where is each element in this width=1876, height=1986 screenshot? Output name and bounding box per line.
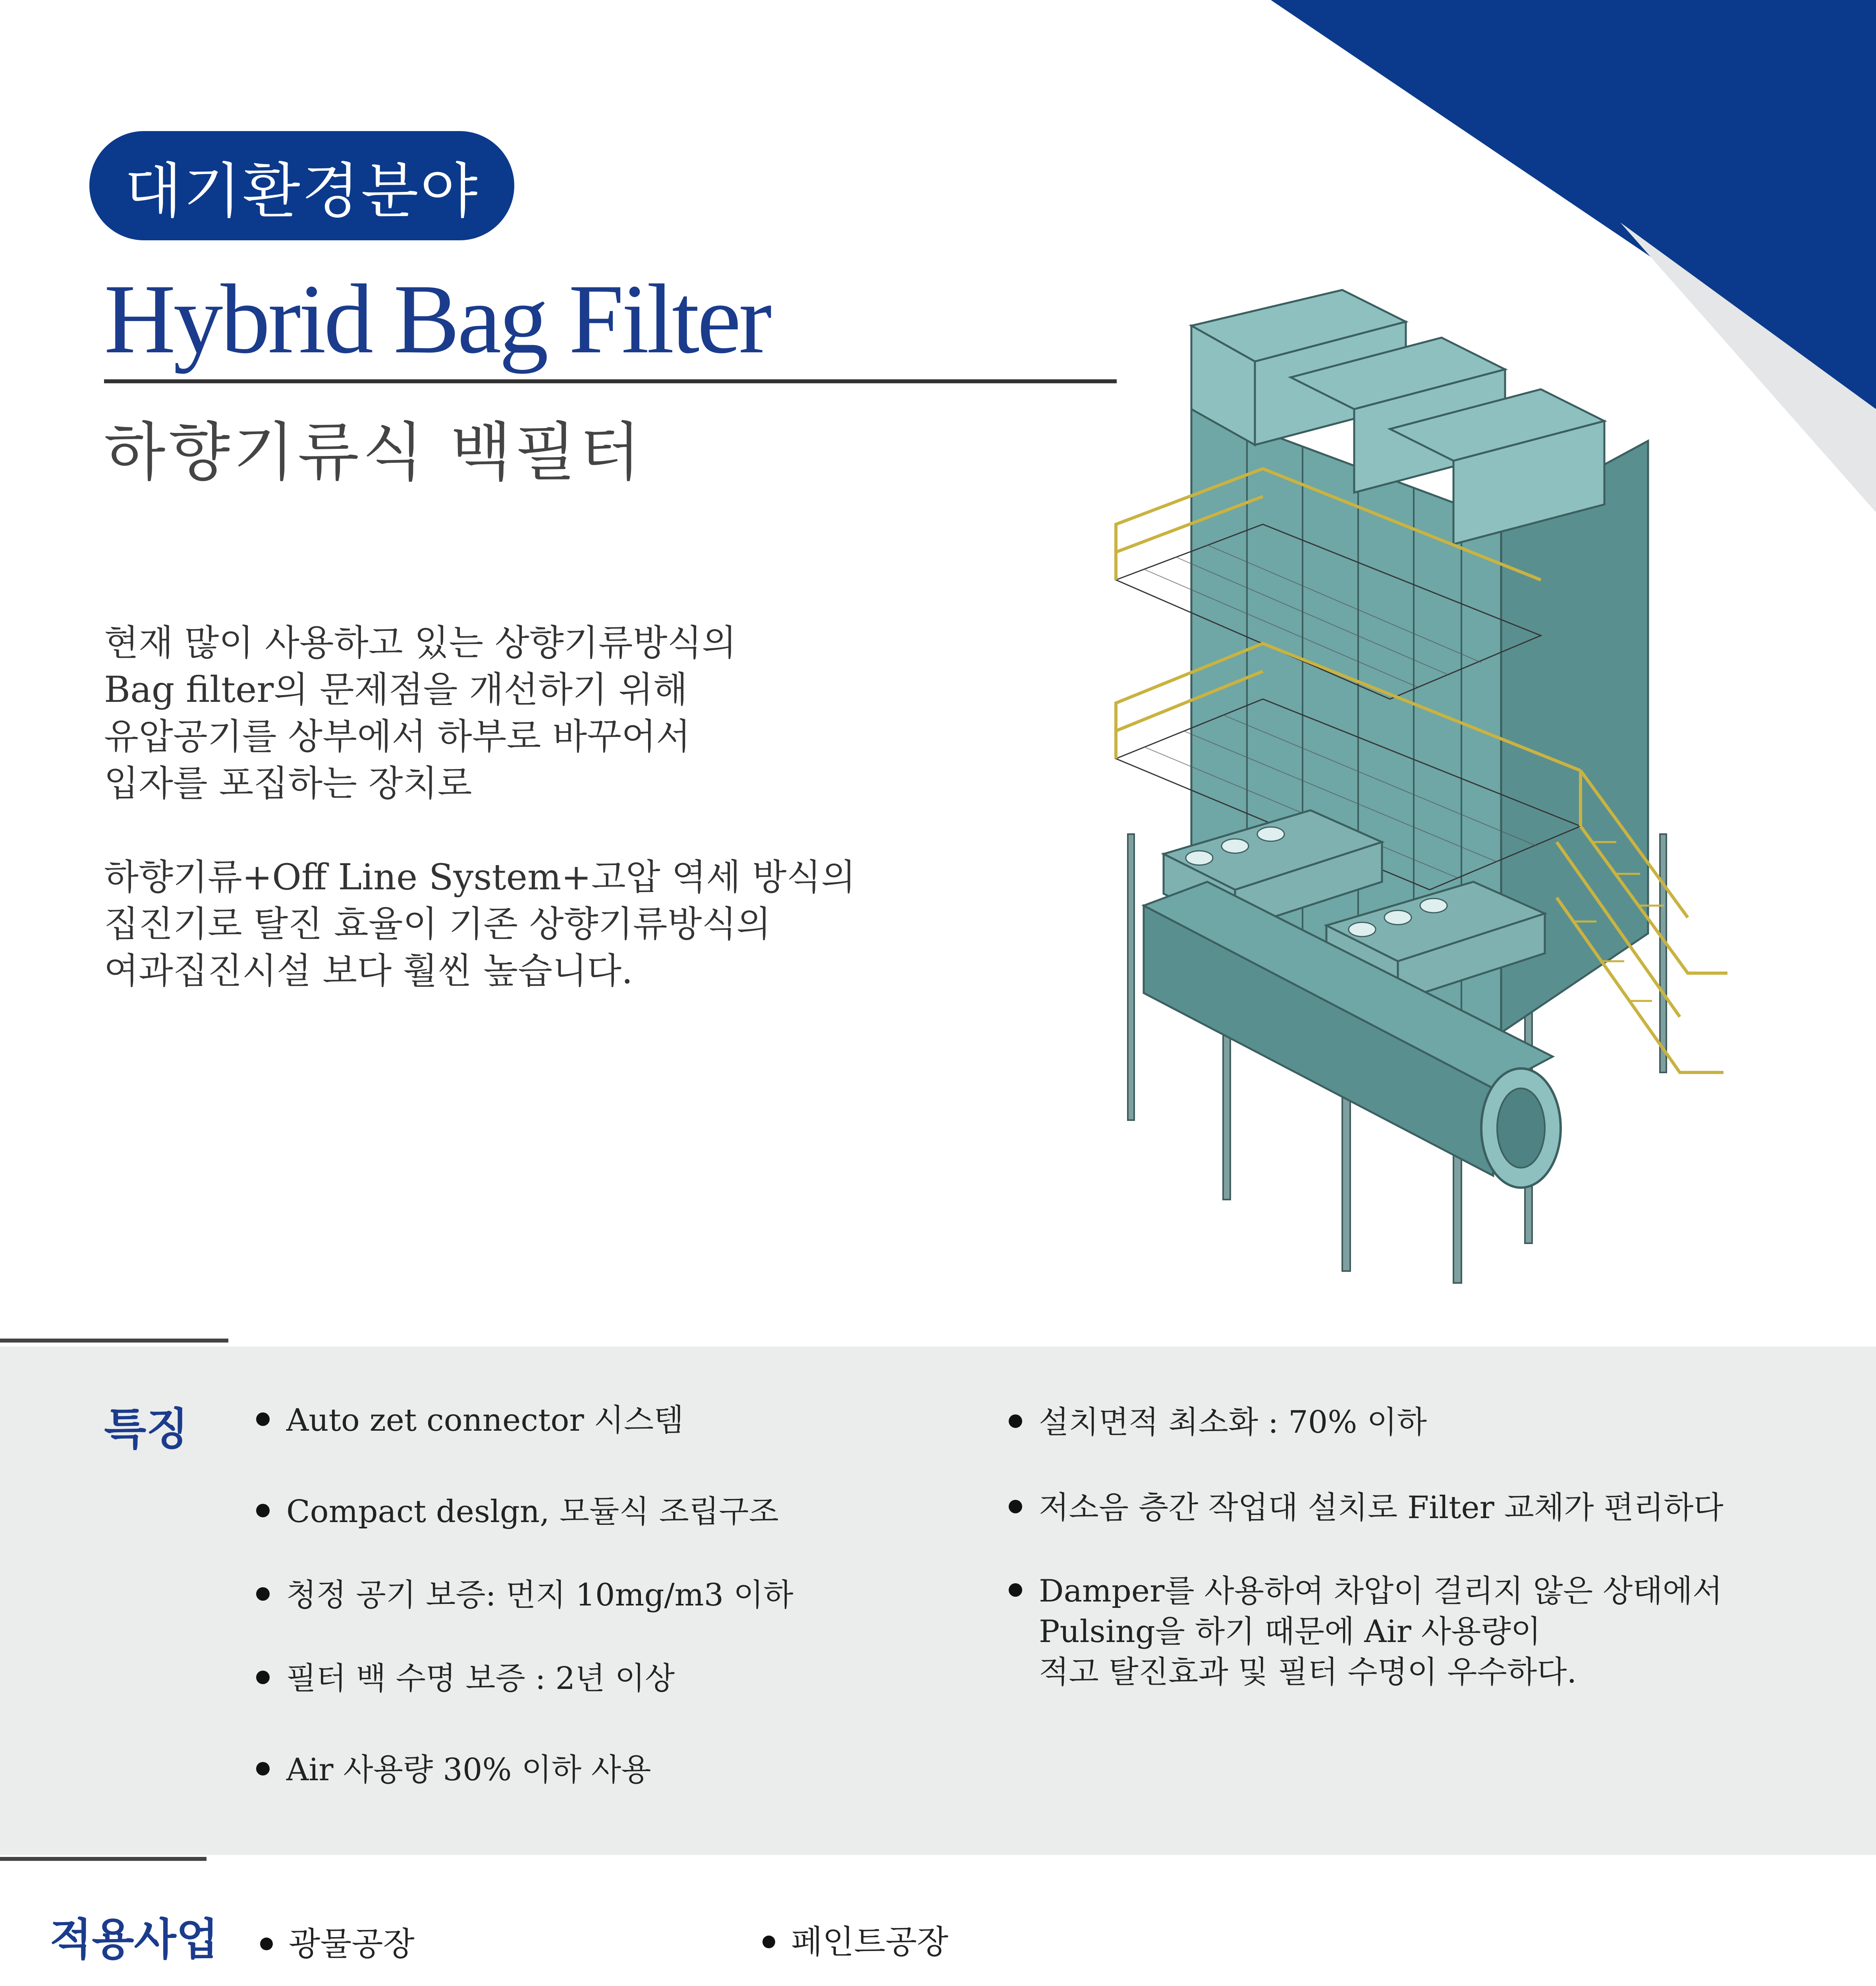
bullet-icon bbox=[256, 1762, 270, 1775]
feature-item: 설치면적 최소화 : 70% 이하 bbox=[1009, 1402, 1427, 1443]
section-divider bbox=[0, 1857, 207, 1861]
bullet-icon bbox=[256, 1412, 270, 1426]
intro-line: 현재 많이 사용하고 있는 상향기류방식의 bbox=[104, 622, 737, 664]
intro-line: 하향기류+Off Line System+고압 역세 방식의 bbox=[104, 856, 856, 898]
bullet-icon bbox=[260, 1938, 273, 1950]
bag-filter-machine-illustration bbox=[1104, 278, 1779, 1291]
feature-item: Compact deslgn, 모듈식 조립구조 bbox=[256, 1491, 779, 1532]
bullet-icon bbox=[256, 1587, 270, 1601]
category-badge: 대기환경분야 bbox=[89, 131, 514, 240]
intro-line: Bag filter의 문제점을 개선하기 위해 bbox=[104, 669, 688, 711]
intro-line: 입자를 포집하는 장치로 bbox=[104, 763, 472, 804]
intro-line: 유압공기를 상부에서 하부로 바꾸어서 bbox=[104, 716, 691, 757]
applications-label: 적용사업 bbox=[50, 1914, 219, 1965]
application-item: 페인트공장 bbox=[762, 1922, 948, 1962]
section-divider bbox=[0, 1339, 228, 1343]
bullet-icon bbox=[1009, 1500, 1022, 1513]
bullet-icon bbox=[1009, 1583, 1022, 1597]
feature-item: 필터 백 수명 보증 : 2년 이상 bbox=[256, 1658, 675, 1699]
intro-line: 집진기로 탈진 효율이 기존 상향기류방식의 bbox=[104, 903, 771, 945]
page-title: Hybrid Bag Filter bbox=[104, 264, 770, 374]
feature-item: Damper를 사용하여 차압이 걸리지 않은 상태에서 Pulsing을 하기 때문에 Air 사용량이 적고 탈진효과 및 필터 수명이 우수하다. bbox=[1009, 1571, 1722, 1692]
application-item: 광물공장 bbox=[260, 1924, 415, 1964]
page-subtitle: 하향기류식 백필터 bbox=[104, 415, 644, 489]
intro-description bbox=[104, 620, 1057, 995]
feature-item: 저소음 층간 작업대 설치로 Filter 교체가 편리하다 bbox=[1009, 1488, 1724, 1528]
intro-line: 여과집진시설 보다 훨씬 높습니다. bbox=[104, 950, 633, 992]
feature-item: Auto zet connector 시스템 bbox=[256, 1400, 683, 1441]
features-label: 특징 bbox=[104, 1404, 189, 1455]
bullet-icon bbox=[256, 1671, 270, 1684]
feature-item: Air 사용량 30% 이하 사용 bbox=[256, 1750, 651, 1790]
bullet-icon bbox=[256, 1504, 270, 1517]
bullet-icon bbox=[1009, 1414, 1022, 1428]
title-divider bbox=[104, 379, 1117, 383]
bullet-icon bbox=[762, 1936, 775, 1948]
feature-item: 청정 공기 보증: 먼지 10mg/m3 이하 bbox=[256, 1575, 793, 1615]
